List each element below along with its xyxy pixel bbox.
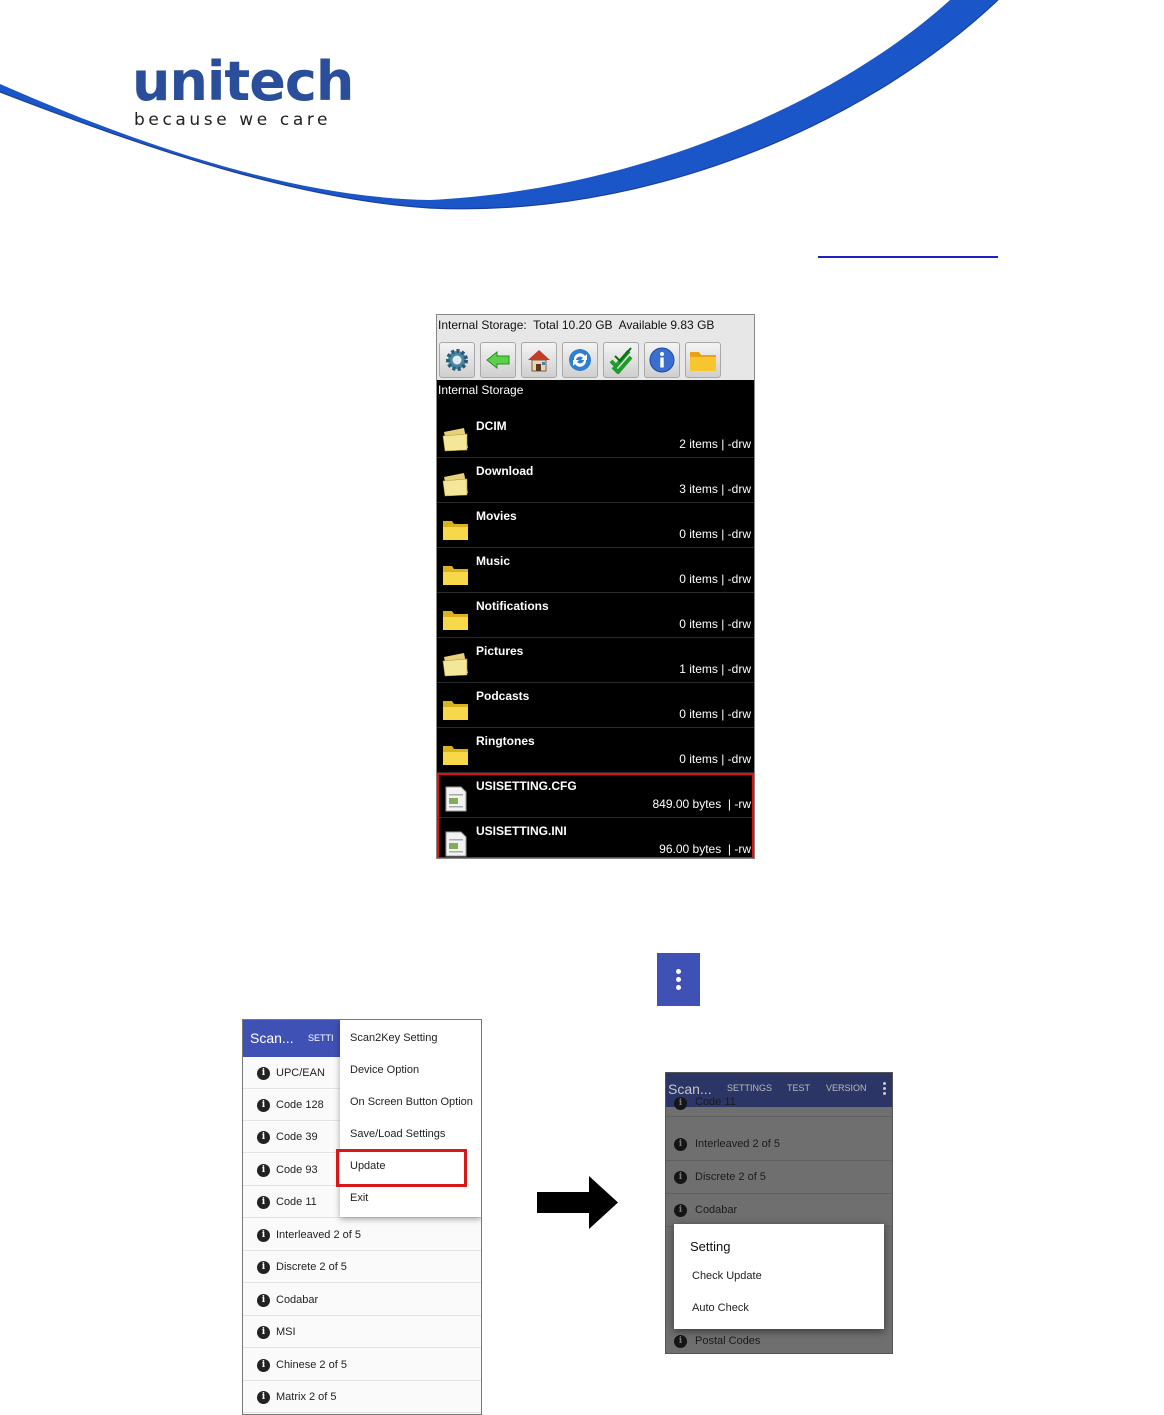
list-item-label: Code 11: [276, 1196, 317, 1208]
folder-row-pictures[interactable]: [437, 638, 754, 683]
folder-icon: [441, 471, 471, 497]
check-update-option[interactable]: Check Update: [692, 1270, 762, 1282]
file-info: 849.00 bytes | -rw: [652, 797, 751, 811]
home-icon[interactable]: [521, 342, 557, 378]
folder-row-podcasts[interactable]: [437, 683, 754, 728]
menu-item-update[interactable]: Update: [350, 1160, 386, 1172]
list-item-label: Code 39: [276, 1131, 318, 1143]
menu-item-scan2key-setting[interactable]: Scan2Key Setting: [350, 1032, 438, 1044]
file-name: Music: [476, 554, 511, 568]
app-title: Scan...: [250, 1030, 294, 1046]
info-icon: i: [674, 1204, 687, 1217]
list-item[interactable]: [243, 1316, 481, 1348]
folder-icon: [441, 606, 471, 632]
gear-icon[interactable]: [439, 342, 475, 378]
list-item[interactable]: [666, 1325, 892, 1354]
info-icon: i: [674, 1097, 687, 1110]
right-arrow-icon: [537, 1176, 618, 1229]
auto-check-option[interactable]: Auto Check: [692, 1302, 749, 1314]
file-manager-screenshot: [436, 314, 755, 859]
current-path: Internal Storage: [438, 383, 524, 397]
file-info: 0 items | -drw: [679, 707, 751, 721]
folder-icon: [441, 696, 471, 722]
list-item-label: Code 128: [276, 1099, 324, 1111]
tab-version[interactable]: VERSION: [826, 1083, 867, 1093]
file-name: Ringtones: [476, 734, 535, 748]
info-icon[interactable]: [644, 342, 680, 378]
folder-icon: [441, 561, 471, 587]
overflow-menu: [340, 1020, 481, 1217]
overflow-menu-icon[interactable]: [657, 953, 700, 1006]
tab-settings[interactable]: SETTINGS: [727, 1083, 773, 1093]
folder-row-music[interactable]: [437, 548, 754, 593]
folder-icon: [441, 426, 471, 452]
list-item[interactable]: [666, 1095, 892, 1117]
info-icon: i: [257, 1294, 270, 1307]
list-item-label: Chinese 2 of 5: [276, 1359, 347, 1371]
file-name: Download: [476, 464, 534, 478]
folder-icon: [441, 516, 471, 542]
scan-app-dialog-screenshot: [665, 1072, 893, 1354]
tab-settings[interactable]: SETTI: [308, 1033, 334, 1043]
file-name: Podcasts: [476, 689, 530, 703]
list-item-label: Postal Codes: [695, 1335, 761, 1347]
info-icon: i: [257, 1229, 270, 1242]
list-item[interactable]: [243, 1349, 481, 1381]
folder-icon: [441, 651, 471, 677]
folder-icon: [441, 741, 471, 767]
info-icon: i: [257, 1099, 270, 1112]
list-item[interactable]: [243, 1284, 481, 1316]
folder-row-dcim[interactable]: [437, 413, 754, 458]
info-icon: i: [257, 1196, 270, 1209]
menu-item-exit[interactable]: Exit: [350, 1192, 369, 1204]
file-name: USISETTING.INI: [476, 824, 567, 838]
highlight-box: [437, 773, 754, 859]
logo-wordmark: unitech: [132, 50, 354, 113]
file-name: USISETTING.CFG: [476, 779, 577, 793]
folder-row-movies[interactable]: [437, 503, 754, 548]
folder-row-download[interactable]: [437, 458, 754, 503]
file-name: Pictures: [476, 644, 524, 658]
menu-item-device-option[interactable]: Device Option: [350, 1064, 420, 1076]
info-icon: i: [257, 1326, 270, 1339]
info-icon: i: [257, 1359, 270, 1372]
multi-select-check-icon[interactable]: [603, 342, 639, 378]
file-manager-toolbar: [437, 315, 754, 380]
list-item-label: MSI: [276, 1326, 296, 1338]
file-info: 3 items | -drw: [679, 482, 751, 496]
storage-info: Internal Storage: Total 10.20 GB Available 9.83 GB: [438, 318, 715, 332]
menu-item-on-screen-button-option[interactable]: On Screen Button Option: [350, 1096, 473, 1108]
file-info: 1 items | -drw: [679, 662, 751, 676]
logo-tagline: because we care: [134, 110, 332, 130]
folder-icon[interactable]: [685, 342, 721, 378]
list-item-label: Discrete 2 of 5: [695, 1171, 766, 1183]
list-item-label: Matrix 2 of 5: [276, 1391, 337, 1403]
menu-item-save-load-settings[interactable]: Save/Load Settings: [350, 1128, 446, 1140]
file-name: DCIM: [476, 419, 507, 433]
link-underline[interactable]: [818, 256, 998, 258]
list-item[interactable]: [243, 1381, 481, 1413]
list-item-label: UPC/EAN: [276, 1067, 325, 1079]
tab-test[interactable]: TEST: [787, 1083, 811, 1093]
info-icon: i: [674, 1335, 687, 1348]
info-icon: i: [257, 1261, 270, 1274]
file-info: 0 items | -drw: [679, 752, 751, 766]
info-icon: i: [674, 1138, 687, 1151]
file-info: 0 items | -drw: [679, 527, 751, 541]
list-item-label: Code 11: [695, 1096, 736, 1108]
list-item-label: Discrete 2 of 5: [276, 1261, 347, 1273]
dialog-title: Setting: [690, 1239, 731, 1254]
highlight-box: [336, 1149, 467, 1187]
setting-dialog: [674, 1224, 884, 1329]
file-info: 2 items | -drw: [679, 437, 751, 451]
list-item-label: Codabar: [695, 1204, 738, 1216]
file-info: 0 items | -drw: [679, 617, 751, 631]
info-icon: i: [674, 1171, 687, 1184]
list-item[interactable]: [243, 1219, 481, 1251]
refresh-icon[interactable]: [562, 342, 598, 378]
list-item[interactable]: [666, 1128, 892, 1161]
scan-app-menu-screenshot: [242, 1019, 482, 1415]
list-item-label: Interleaved 2 of 5: [695, 1138, 781, 1150]
list-item[interactable]: [666, 1161, 892, 1194]
app-title: Scan...: [668, 1081, 712, 1097]
info-icon: i: [257, 1391, 270, 1404]
info-icon: i: [257, 1164, 270, 1177]
list-item[interactable]: [243, 1251, 481, 1283]
back-arrow-icon[interactable]: [480, 342, 516, 378]
folder-row-notifications[interactable]: [437, 593, 754, 638]
info-icon: i: [257, 1131, 270, 1144]
list-item-label: Interleaved 2 of 5: [276, 1229, 362, 1241]
list-item[interactable]: [666, 1194, 892, 1227]
list-item-label: Code 93: [276, 1164, 318, 1176]
file-info: 0 items | -drw: [679, 572, 751, 586]
info-icon: i: [257, 1067, 270, 1080]
file-info: 96.00 bytes | -rw: [659, 842, 751, 856]
file-name: Movies: [476, 509, 517, 523]
file-name: Notifications: [476, 599, 549, 613]
folder-row-ringtones[interactable]: [437, 728, 754, 773]
list-item-label: Codabar: [276, 1294, 319, 1306]
